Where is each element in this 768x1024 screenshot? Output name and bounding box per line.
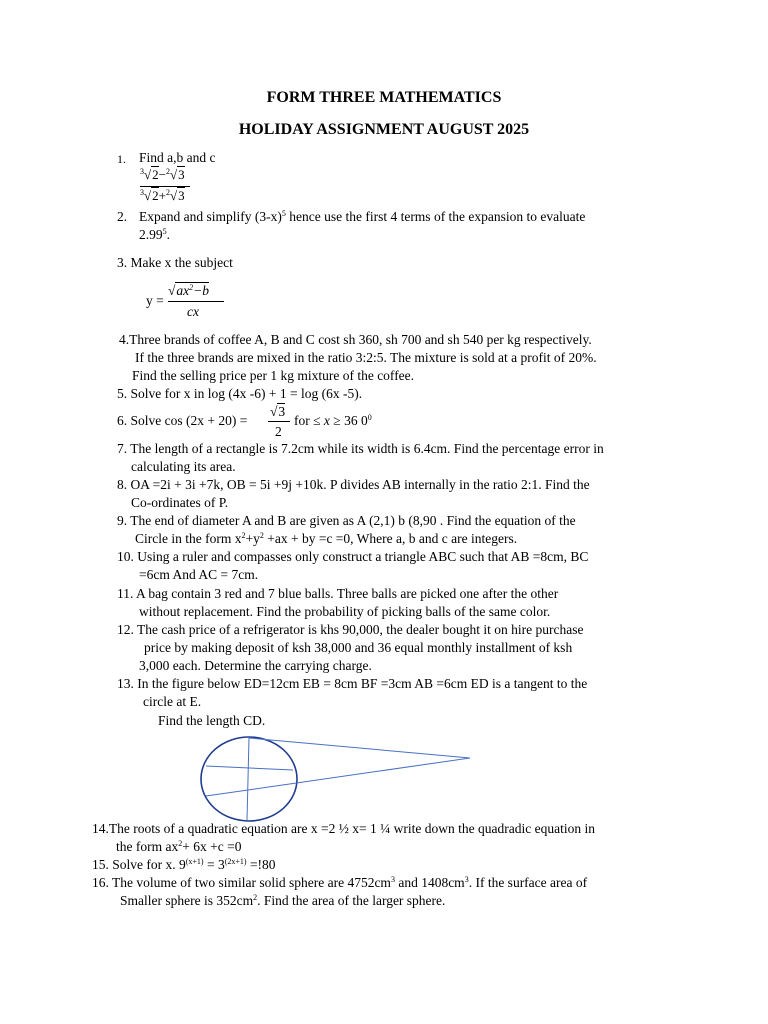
q16-line1: 16. The volume of two similar solid sphere are $4752cm^3$ and $1408cm^3$. If the surface area of bbox=[92, 875, 588, 890]
secant-line-lower bbox=[206, 758, 470, 796]
q14-line1: 14.The roots of a quadratic equation are x =2 ½ x= 1 ¼ write down the quadradic equation in bbox=[92, 821, 595, 836]
q14-line2: the form $ax^2+ 6x +c =0$ bbox=[116, 839, 242, 854]
q12-line3: 3,000 each. Determine the carrying charge. bbox=[139, 658, 372, 673]
q6-suffix: for ≤ x ≥ 36 $0^0$ bbox=[294, 413, 372, 428]
q12-line2: price by making deposit of ksh 38,000 and 36 equal monthly installment of ksh bbox=[144, 640, 573, 655]
q4-line2: If the three brands are mixed in the ratio 3:2:5. The mixture is sold at a profit of 20%. bbox=[135, 350, 597, 365]
q1-number: 1. bbox=[117, 152, 126, 166]
q13-line1: 13. In the figure below ED=12cm EB = 8cm BF =3cm AB =6cm ED is a tangent to the bbox=[117, 676, 588, 691]
q4-line3: Find the selling price per 1 kg mixture of the coffee. bbox=[132, 368, 415, 383]
q10-line2: =6cm And AC = 7cm. bbox=[139, 567, 259, 582]
page-subtitle: HOLIDAY ASSIGNMENT AUGUST 2025 bbox=[238, 121, 530, 138]
q4-line1: 4.Three brands of coffee A, B and C cost sh 360, sh 700 and sh 540 per kg respectively. bbox=[119, 332, 592, 347]
page-title: FORM THREE MATHEMATICS bbox=[266, 89, 502, 106]
q11-line2: without replacement. Find the probability of picking balls of the same color. bbox=[139, 604, 551, 619]
q2-line1: Expand and simplify $(3-x)^5$ hence use the first 4 terms of the expansion to evaluate bbox=[139, 209, 586, 224]
q2-line2: 2.99$^5$. bbox=[139, 227, 170, 242]
q7-line1: 7. The length of a rectangle is 7.2cm while its width is 6.4cm. Find the percentage error in bbox=[117, 441, 604, 456]
q6-denominator: 2 bbox=[275, 424, 282, 439]
q16-line2: Smaller sphere is $352cm^2$. Find the area of the larger sphere. bbox=[120, 893, 446, 908]
q11-line1: 11. A bag contain 3 red and 7 blue balls. Three balls are picked one after the other bbox=[117, 586, 559, 601]
q9-line2: Circle in the form $x^2+y^2 +ax$ + by =c =0, Where a, b and c are integers. bbox=[135, 531, 518, 546]
q15-line: 15. Solve for x. $9^{(x+1)} = 3^{(2x+1)} =!80$ bbox=[92, 857, 276, 872]
q12-line1: 12. The cash price of a refrigerator is khs 90,000, the dealer bought it on hire purchase bbox=[117, 622, 584, 637]
q5-text: 5. Solve for x in log (4x -6) + 1 = log (6x -5). bbox=[117, 386, 363, 401]
q3-denominator: cx bbox=[187, 304, 199, 319]
q3-lhs: y = bbox=[146, 293, 164, 308]
q8-line1: 8. OA =2i + 3i +7k, OB = 5i +9j +10k. P divides AB internally in the ratio 2:1. Find the bbox=[117, 477, 590, 492]
q7-line2: calculating its area. bbox=[131, 459, 236, 474]
q6-numerator: √3 bbox=[270, 404, 286, 419]
chord-horizontal bbox=[206, 766, 293, 770]
q3-numerator: $√ax^2-b$ bbox=[168, 283, 210, 298]
q8-line2: Co-ordinates of P. bbox=[131, 495, 229, 510]
chord-vertical bbox=[247, 738, 249, 820]
q1-fraction-numerator: $^3$√2−$^2$√3 bbox=[140, 167, 185, 182]
q13-line3: Find the length CD. bbox=[158, 713, 266, 728]
q2-number: 2. bbox=[117, 209, 128, 224]
q1-text: Find a,b and c bbox=[139, 150, 216, 165]
q10-line1: 10. Using a ruler and compasses only construct a triangle ABC such that AB =8cm, BC bbox=[117, 549, 589, 564]
q6-prefix: 6. Solve cos (2x + 20) = bbox=[117, 413, 248, 428]
q9-line1: 9. The end of diameter A and B are given as A (2,1) b (8,90 . Find the equation of the bbox=[117, 513, 576, 528]
q13-line2: circle at E. bbox=[143, 694, 202, 709]
q3-text: 3. Make x the subject bbox=[117, 255, 233, 270]
q1-fraction-denominator: $^3$√2+$^2$√3 bbox=[140, 188, 185, 203]
